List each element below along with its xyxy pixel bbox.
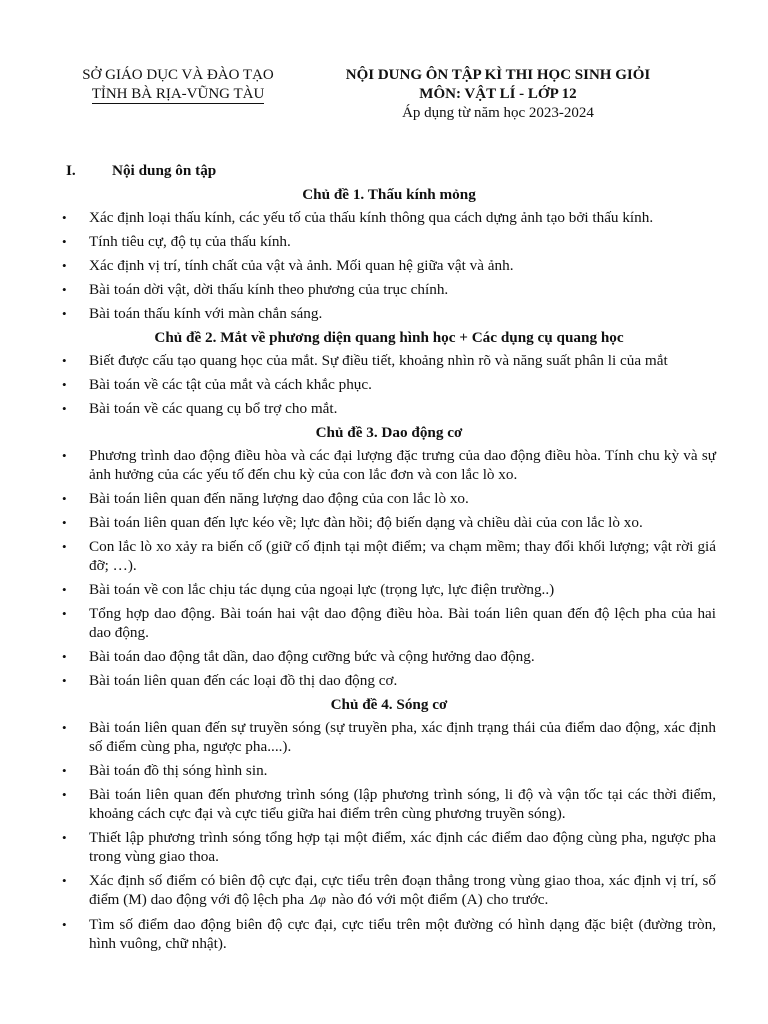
section-heading [66,162,216,180]
list-item-text: Bài toán dời vật, dời thấu kính theo phương của trục chính. [89,281,449,298]
list-item-text: Bài toán thấu kính với màn chắn sáng. [89,305,323,322]
section-title: Nội dung ôn tập [112,162,217,179]
topic-1-list [62,208,716,323]
section-number: I. [66,162,76,179]
topic-4-title: Chủ đề 4. Sóng cơ [330,696,448,713]
bullet-icon: • [62,258,67,273]
bullet-icon: • [62,306,67,321]
school-year-line: Áp dụng từ năm học 2023-2024 [402,105,594,121]
list-item [62,304,716,323]
bullet-icon: • [62,720,67,735]
bullet-icon: • [62,830,67,845]
list-item-text: Bài toán liên quan đến năng lượng dao động của con lắc lò xo. [89,490,469,507]
bullet-icon: • [62,401,67,416]
list-item-text: Tổng hợp dao động. Bài toán hai vật dao động điều hòa. Bài toán liên quan đến độ lệch pha của hai dao động. [89,605,716,641]
list-item [62,647,716,666]
bullet-icon: • [62,539,67,554]
special-item-text-after: nào đó với một điểm (A) cho trước. [327,891,549,908]
list-item [62,604,716,642]
list-item-text: Phương trình dao động điều hòa và các đại lượng đặc trưng của dao động điều hòa. Tính chu kỳ và sự ảnh hưởng của các yếu tố đến chu kỳ của con lắc đơn và con lắc lò xo. [89,447,716,483]
list-item [62,399,716,418]
bullet-icon: • [62,210,67,225]
list-item [62,537,716,575]
list-item-text: Con lắc lò xo xảy ra biến cố (giữ cố định tại một điểm; va chạm mềm; thay đổi khối lượng; vật rời giá đỡ; …). [89,538,716,574]
topic-4-list [62,718,716,953]
bullet-icon: • [62,673,67,688]
special-item-text-before: Xác định số điểm có biên độ cực đại, cực tiểu trên đoạn thẳng trong vùng giao thoa, xác định vị trí, số điểm (M) dao động với độ lệch pha [89,872,716,908]
list-item-text: Bài toán liên quan đến phương trình sóng (lập phương trình sóng, li độ và vận tốc tại các thời điểm, khoảng cách cực đại và cực tiểu giữa hai điểm trên cùng phương truyền sóng). [89,786,716,822]
bullet-icon: • [62,448,67,463]
topics-content [62,185,716,958]
list-item [62,280,716,299]
list-item-text: Tìm số điểm dao động biên độ cực đại, cực tiểu trên một đường có hình dạng đặc biệt (đường tròn, hình vuông, chữ nhật). [89,916,716,952]
bullet-icon: • [62,491,67,506]
list-item [62,232,716,251]
list-item-text: Thiết lập phương trình sóng tổng hợp tại một điểm, xác định các điểm dao động cùng pha, ngược pha trong vùng giao thoa. [89,829,716,865]
topic-3-title: Chủ đề 3. Dao động cơ [315,424,463,441]
bullet-icon: • [62,763,67,778]
list-item-text: Xác định loại thấu kính, các yếu tố của thấu kính thông qua cách dựng ảnh tạo bởi thấu kính. [89,209,654,226]
list-item-text: Xác định vị trí, tính chất của vật và ảnh. Mối quan hệ giữa vật và ảnh. [89,257,514,274]
list-item [62,671,716,690]
list-item-text: Bài toán về các quang cụ bổ trợ cho mắt. [89,400,338,417]
bullet-icon: • [62,917,67,932]
list-item [62,915,716,953]
bullet-icon: • [62,873,67,888]
document-title: NỘI DUNG ÔN TẬP KÌ THI HỌC SINH GIỎI [345,67,651,83]
list-item [62,256,716,275]
list-item-text: Bài toán liên quan đến sự truyền sóng (sự truyền pha, xác định trạng thái của điểm dao động, xác định số điểm cùng pha, ngược pha....). [89,719,716,755]
list-item [62,871,716,910]
topic-2-list [62,351,716,418]
list-item-text: Bài toán đồ thị sóng hình sin. [89,762,268,779]
list-item-text: Biết được cấu tạo quang học của mắt. Sự điều tiết, khoảng nhìn rõ và năng suất phân li của mắt [89,352,668,369]
bullet-icon: • [62,787,67,802]
list-item [62,375,716,394]
topic-3-list [62,446,716,690]
subject-line: MÔN: VẬT LÍ - LỚP 12 [419,86,577,102]
bullet-icon: • [62,377,67,392]
document-title-block [318,66,678,123]
topic-2-title: Chủ đề 2. Mắt về phương diện quang hình học + Các dụng cụ quang học [154,329,624,346]
bullet-icon: • [62,606,67,621]
list-item [62,828,716,866]
bullet-icon: • [62,582,67,597]
list-item [62,489,716,508]
list-item [62,580,716,599]
bullet-icon: • [62,353,67,368]
list-item-text: Bài toán về con lắc chịu tác dụng của ngoại lực (trọng lực, lực điện trường..) [89,581,555,598]
list-item [62,446,716,484]
list-item-text: Bài toán liên quan đến các loại đồ thị dao động cơ. [89,672,398,689]
department-name: SỞ GIÁO DỤC VÀ ĐÀO TẠO [82,67,274,83]
list-item [62,718,716,756]
list-item [62,785,716,823]
list-item [62,761,716,780]
list-item-text: Bài toán dao động tắt dần, dao động cưỡng bức và cộng hưởng dao động. [89,648,535,665]
province-name: TỈNH BÀ RỊA-VŨNG TÀU [91,86,265,102]
list-item-text: Bài toán về các tật của mắt và cách khắc phục. [89,376,372,393]
issuing-authority [52,66,304,104]
bullet-icon: • [62,282,67,297]
list-item [62,351,716,370]
bullet-icon: • [62,649,67,664]
list-item-text: Tính tiêu cự, độ tụ của thấu kính. [89,233,291,250]
list-item-text: Bài toán liên quan đến lực kéo về; lực đàn hồi; độ biến dạng và chiều dài của con lắc lò xo. [89,514,643,531]
topic-1-title: Chủ đề 1. Thấu kính mỏng [302,186,476,203]
list-item [62,208,716,227]
bullet-icon: • [62,234,67,249]
list-item-text [89,872,716,908]
list-item [62,513,716,532]
delta-phi-symbol: Δφ [309,893,326,908]
bullet-icon: • [62,515,67,530]
